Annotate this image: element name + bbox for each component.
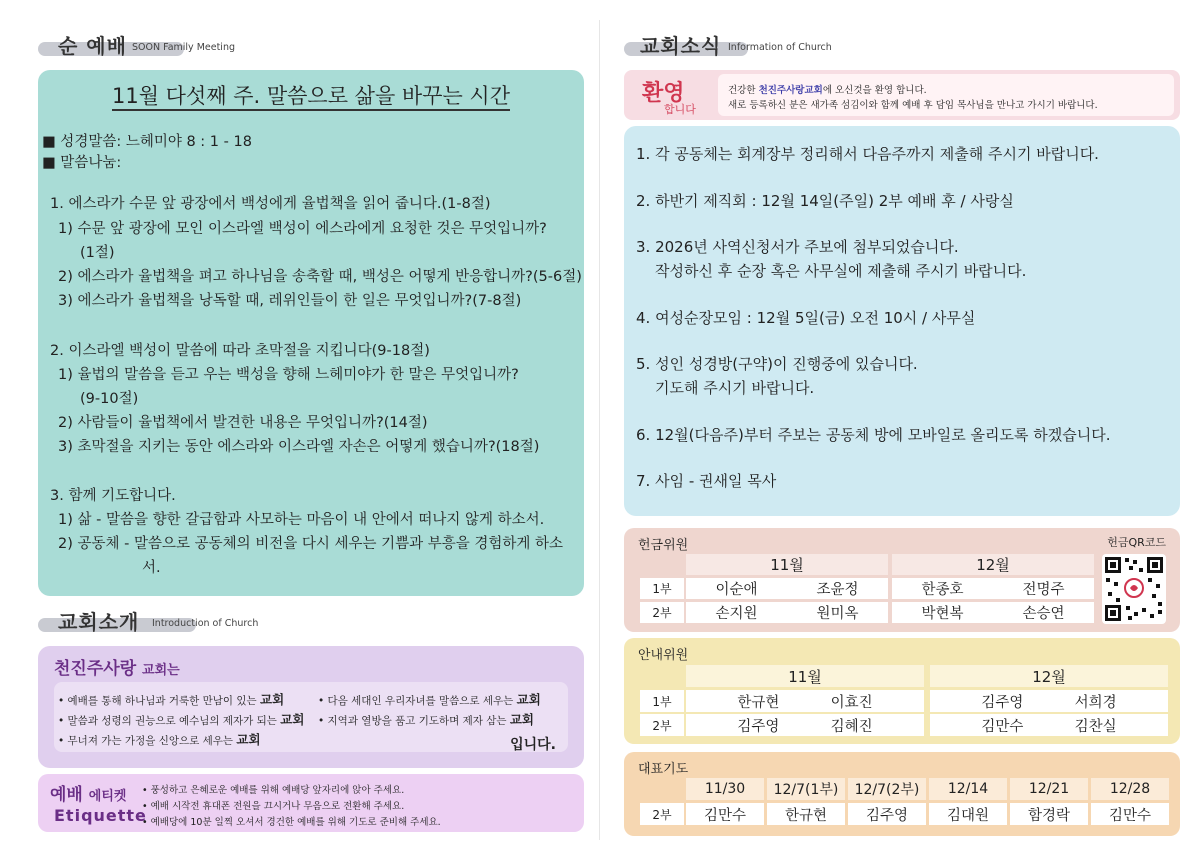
etiquette-item: • 풍성하고 은혜로운 예배를 위해 예배당 앞자리에 앉아 주세요.: [142, 785, 405, 796]
intro-item: • 예배를 통해 하나님과 거룩한 만남이 있는 교회: [58, 692, 285, 707]
worship-etiquette-box: [38, 774, 584, 832]
church-intro-box: [38, 646, 584, 768]
table-row: 손지원 원미옥: [686, 602, 888, 623]
table-row: 김주영 서희경: [930, 690, 1168, 712]
prayer-2-cont: 서.: [142, 560, 161, 576]
scripture-line: ■ 성경말씀: 느헤미야 8 : 1 - 18: [42, 134, 252, 150]
news-item: 2. 하반기 제직회 : 12월 14일(주일) 2부 예배 후 / 사랑실: [636, 192, 1014, 210]
section-title: 교회소개: [58, 610, 140, 634]
table-row: 한규현 이효진: [686, 690, 924, 712]
intro-item: • 무너져 가는 가정을 신앙으로 세우는 교회: [58, 732, 261, 747]
news-item: 1. 각 공동체는 회계장부 정리해서 다음주까지 제출해 주시기 바랍니다.: [636, 145, 1099, 163]
service-label: 2부: [640, 602, 684, 623]
intro-item: • 말씀과 성령의 권능으로 예수님의 제자가 되는 교회: [58, 712, 305, 727]
section-subtitle: Introduction of Church: [152, 618, 259, 629]
guide-committee-table: [624, 638, 1180, 744]
section-title: 교회소식: [640, 34, 722, 58]
month-header: 11월: [686, 665, 924, 687]
point-1: 1. 에스라가 수문 앞 광장에서 백성에게 율법책을 읽어 줍니다.(1-8절): [50, 196, 491, 212]
intro-ending: 입니다.: [510, 737, 556, 753]
month-header: 12월: [930, 665, 1168, 687]
date-header: 12/21: [1010, 778, 1088, 800]
news-item: 3. 2026년 사역신청서가 주보에 첨부되었습니다.: [636, 238, 959, 256]
table-row: 박현복 손승연: [892, 602, 1094, 623]
welcome-banner: [624, 70, 1180, 120]
intro-item: • 지역과 열방을 품고 기도하며 제자 삼는 교회: [318, 712, 535, 727]
service-label: 1부: [640, 690, 684, 712]
prayer-name: 김만수: [1091, 803, 1169, 825]
question-2-1: 1) 율법의 말씀을 듣고 우는 백성을 향해 느헤미야가 한 말은 무엇입니까?: [58, 367, 519, 383]
news-item-cont: 기도해 주시기 바랍니다.: [655, 379, 815, 397]
intro-list: [54, 682, 568, 752]
point-3: 3. 함께 기도합니다.: [50, 488, 176, 504]
intro-item: • 다음 세대인 우리자녀를 말씀으로 세우는 교회: [318, 692, 541, 707]
date-header: 12/7(2부): [848, 778, 926, 800]
question-1-1: 1) 수문 앞 광장에 모인 이스라엘 백성이 에스라에게 요청한 것은 무엇입니까?: [58, 221, 547, 237]
welcome-subtitle: 합니다: [664, 103, 696, 116]
table-label: 안내위원: [638, 648, 689, 663]
representative-prayer-table: [624, 752, 1180, 836]
sermon-title: 11월 다섯째 주. 말씀으로 삶을 바꾸는 시간: [38, 80, 584, 110]
date-header: 12/7(1부): [767, 778, 845, 800]
welcome-line-2: 새로 등록하신 분은 새가족 섬김이와 함께 예배 후 담임 목사님을 만나고 가시기 바랍니다.: [728, 100, 1098, 111]
sharing-label: ■ 말씀나눔:: [42, 155, 122, 171]
intro-heading: 천진주사랑 교회는: [54, 659, 180, 679]
section-subtitle: SOON Family Meeting: [132, 42, 236, 53]
table-row: 김만수 김찬실: [930, 714, 1168, 736]
etiquette-title: 예배 에티켓: [50, 785, 127, 805]
service-label: 2부: [640, 803, 684, 825]
date-header: 12/14: [929, 778, 1007, 800]
church-intro-header: [38, 606, 298, 632]
month-header: 11월: [686, 554, 888, 575]
month-header: 12월: [892, 554, 1094, 575]
table-row: 이순애 조윤정: [686, 578, 888, 599]
question-1-2: 2) 에스라가 율법책을 펴고 하나님을 송축할 때, 백성은 어떻게 반응합니까?(5-6절): [58, 269, 582, 285]
question-2-1-ref: (9-10절): [80, 391, 139, 407]
point-2: 2. 이스라엘 백성이 말씀에 따라 초막절을 지킵니다(9-18절): [50, 343, 430, 359]
welcome-message: [718, 74, 1174, 116]
church-news-header: [624, 30, 844, 56]
prayer-name: 김만수: [686, 803, 764, 825]
prayer-name: 김주영: [848, 803, 926, 825]
etiquette-item: • 예배당에 10분 일찍 오셔서 경건한 예배를 위해 기도로 준비해 주세요.: [142, 817, 441, 828]
prayer-1: 1) 삶 - 말씀을 향한 갈급함과 사모하는 마음이 내 안에서 떠나지 않게 하소서.: [58, 512, 545, 528]
offering-qr-code[interactable]: [1102, 554, 1166, 624]
table-row: 김주영 김혜진: [686, 714, 924, 736]
question-2-2: 2) 사람들이 율법책에서 발견한 내용은 무엇입니까?(14절): [58, 415, 428, 431]
news-item: 6. 12월(다음주)부터 주보는 공동체 방에 모바일로 올리도록 하겠습니다.: [636, 426, 1111, 444]
table-label: 헌금위원: [638, 538, 689, 553]
welcome-title: 환영: [642, 81, 685, 106]
etiquette-item: • 예배 시작전 휴대폰 전원을 끄시거나 무음으로 전환해 주세요.: [142, 801, 405, 812]
prayer-name: 함경락: [1010, 803, 1088, 825]
qr-label: 헌금QR코드: [1107, 536, 1166, 549]
prayer-2: 2) 공동체 - 말씀으로 공동체의 비전을 다시 세우는 기쁨과 부흥을 경험하게 하소: [58, 536, 564, 552]
question-2-3: 3) 초막절을 지키는 동안 에스라와 이스라엘 자손은 어떻게 했습니까?(18절): [58, 439, 540, 455]
section-subtitle: Information of Church: [728, 42, 832, 53]
news-item: 5. 성인 성경방(구약)이 진행중에 있습니다.: [636, 355, 918, 373]
question-1-3: 3) 에스라가 율법책을 낭독할 때, 레위인들이 한 일은 무엇입니까?(7-8절): [58, 293, 522, 309]
welcome-line-1: 건강한 천진주사랑교회에 오신것을 환영 합니다.: [728, 85, 927, 96]
prayer-name: 한규현: [767, 803, 845, 825]
table-label: 대표기도: [638, 762, 689, 777]
service-label: 2부: [640, 714, 684, 736]
date-header: 12/28: [1091, 778, 1169, 800]
table-row: 한종호 전명주: [892, 578, 1094, 599]
sermon-box: [38, 70, 584, 596]
prayer-name: 김대원: [929, 803, 1007, 825]
service-label: 1부: [640, 578, 684, 599]
offering-committee-table: [624, 528, 1180, 632]
news-item: 4. 여성순장모임 : 12월 5일(금) 오전 10시 / 사무실: [636, 309, 976, 327]
news-item: 7. 사임 - 권새일 목사: [636, 472, 777, 490]
news-box: [624, 126, 1180, 516]
news-item-cont: 작성하신 후 순장 혹은 사무실에 제출해 주시기 바랍니다.: [655, 262, 1027, 280]
etiquette-subtitle: Etiquette: [54, 806, 147, 825]
section-title: 순 예배: [58, 34, 127, 58]
question-1-1-ref: (1절): [80, 245, 115, 261]
soon-worship-header: [38, 30, 238, 56]
page-divider: [599, 20, 600, 840]
date-header: 11/30: [686, 778, 764, 800]
